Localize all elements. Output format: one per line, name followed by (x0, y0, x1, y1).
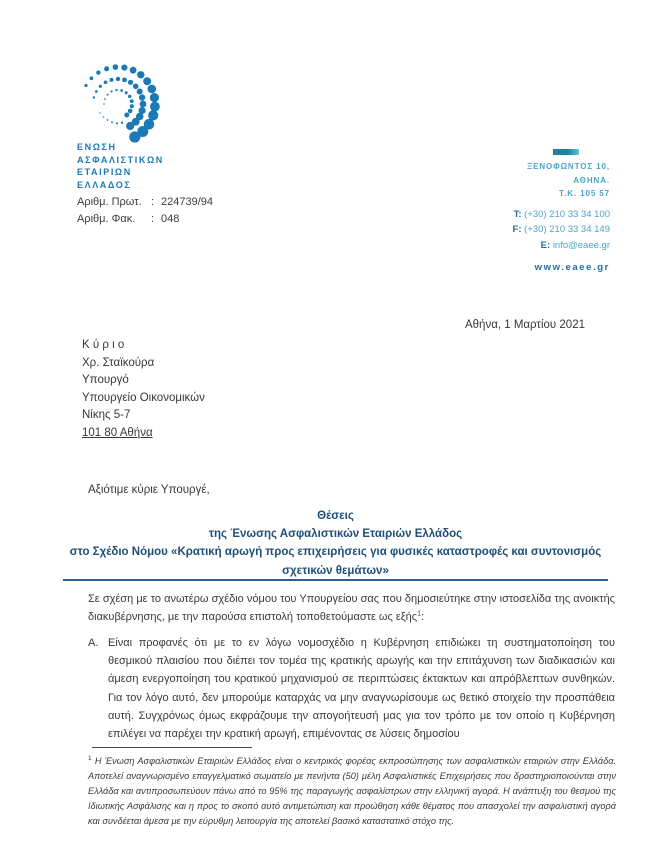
phone-fax-email (513, 207, 610, 254)
org-name-line: ΕΛΛΑΔΟΣ (77, 179, 132, 190)
fax-value: (+30) 210 33 34 149 (524, 224, 610, 235)
recipient-line: Κ ύ ρ ι ο (82, 339, 125, 351)
phone-label: T: (513, 208, 522, 220)
protocol-number-label: Αριθμ. Πρωτ. (77, 196, 142, 208)
email-value: info@eaee.gr (552, 239, 610, 251)
address-line: Τ.Κ. 105 57 (559, 189, 610, 198)
colon: : (151, 213, 155, 225)
website-url: www.eaee.gr (534, 262, 610, 273)
org-name-line: ΕΤΑΙΡΙΩΝ (77, 167, 132, 178)
footnote-text: Η Ένωση Ασφαλιστικών Εταιριών Ελλάδος είναι ο κεντρικός φορέας εκπροσώπησης των ασφαλιστικών εταιριών στην Ελλάδα. Αποτελεί αναγνωρισμένο επαγγελματικό σωματείο με πενήντα (50) μέλη Ασφαλιστικές Επιχειρήσεις που δραστηριοποιούνται στην Ελλάδα και αντιπροσωπεύουν πάνω από το 95% της παραγωγής ασφαλίστρων στην ελληνική αγορά. Η ανάπτυξη του θεσμού της Ιδιωτικής Ασφάλισης και η προς το σκοπό αυτό αντιμετώπιση και προώθηση κάθε θέματος που απασχολεί την ασφαλιστική αγορά και συνδέεται άμεσα με την εύρυθμη λειτουργία της αποτελεί βασικό καταστατικό στόχο της. (88, 756, 616, 826)
file-number-value: 048 (161, 213, 180, 225)
footnote-number: 1 (88, 754, 92, 762)
footnote (88, 754, 616, 829)
address-line: ΞΕΝΟΦΩΝΤΟΣ 10, (527, 162, 610, 171)
email-label: E: (540, 239, 551, 251)
teal-accent-bar (553, 149, 579, 155)
recipient-line: Νίκης 5-7 (82, 409, 131, 421)
file-number-row (77, 211, 213, 228)
recipient-address (82, 337, 205, 442)
recipient-line: Υπουργό (82, 374, 129, 386)
org-name-line: ΕΝΩΣΗ (77, 142, 117, 152)
protocol-number-value: 224739/94 (161, 196, 213, 208)
item-a-text: Είναι προφανές ότι με το εν λόγω νομοσχέδιο η Κυβέρνηση επιδιώκει τη συστηματοποίηση του θεσμικού πλαισίου που διέπει τον τομέα της κρατικής αρωγής και την επιτάχυνση των διαδικασιών και άμεση ενεργοποίηση του κρατικού μηχανισμού σε περιπτώσεις έκτακτων και απρόβλεπτων συνθηκών. Για τον λόγο αυτό, δεν μπορούμε καταρχάς να μην αναγνωρίσουμε ως θετικό στοιχείο την προσπάθεια αυτή. Συγχρόνως όμως εκφράζουμε την απογοήτευσή μας για τον τρόπο με τον οποίο η Κυβέρνηση επιλέγει να παρέχει την κρατική αρωγή, επιμένοντας σε λύσεις δημοσίου (108, 637, 615, 741)
subject-line: της Ένωσης Ασφαλιστικών Εταιριών Ελλάδος (208, 528, 463, 541)
letter-subject (63, 507, 608, 580)
footnote-separator-rule (92, 747, 252, 748)
fax-label: F: (512, 224, 522, 235)
phone-row (513, 207, 610, 223)
org-name (77, 141, 164, 191)
file-number-label: Αριθμ. Φακ. (77, 213, 136, 225)
recipient-line: Υπουργείο Οικονομικών (82, 391, 205, 404)
email-row (513, 238, 610, 254)
eaee-spiral-logo-icon (73, 58, 163, 144)
org-name-line: ΑΣΦΑΛΙΣΤΙΚΩΝ (77, 154, 164, 165)
subject-line: σχετικών θεμάτων» (282, 564, 389, 577)
subject-divider-rule (63, 579, 608, 581)
contact-block (513, 160, 610, 273)
reference-numbers (77, 194, 213, 228)
subject-line: στο Σχέδιο Νόμου «Κρατική αρωγή προς επιχειρήσεις για φυσικές καταστροφές και συντονισμός (69, 546, 602, 559)
item-a-marker: Α. (88, 637, 99, 649)
letter-date: Αθήνα, 1 Μαρτίου 2021 (464, 319, 585, 331)
colon: : (151, 196, 155, 208)
recipient-line: Χρ. Σταϊκούρα (82, 356, 155, 369)
recipient-postal-code-line: 101 80 Αθήνα (82, 426, 153, 439)
item-a-paragraph (88, 634, 615, 743)
phone-value: (+30) 210 33 34 100 (524, 208, 610, 220)
postal-address (513, 160, 610, 201)
intro-paragraph (88, 590, 615, 626)
intro-text: Σε σχέση με το ανωτέρω σχέδιο νόμου του Υπουργείου σας που δημοσιεύτηκε στην ιστοσελίδα της ανοικτής διακυβέρνησης, με την παρούσα επιστολή τοποθετούμαστε ως εξής (88, 593, 615, 624)
intro-suffix: : (421, 611, 425, 624)
subject-line: Θέσεις (317, 510, 354, 522)
address-line: ΑΘΗΝΑ. (573, 175, 610, 185)
salutation: Αξιότιμε κύριε Υπουργέ, (88, 484, 210, 496)
protocol-number-row (77, 194, 213, 211)
fax-row (513, 222, 610, 238)
footnote-reference-mark: 1 (417, 610, 422, 618)
